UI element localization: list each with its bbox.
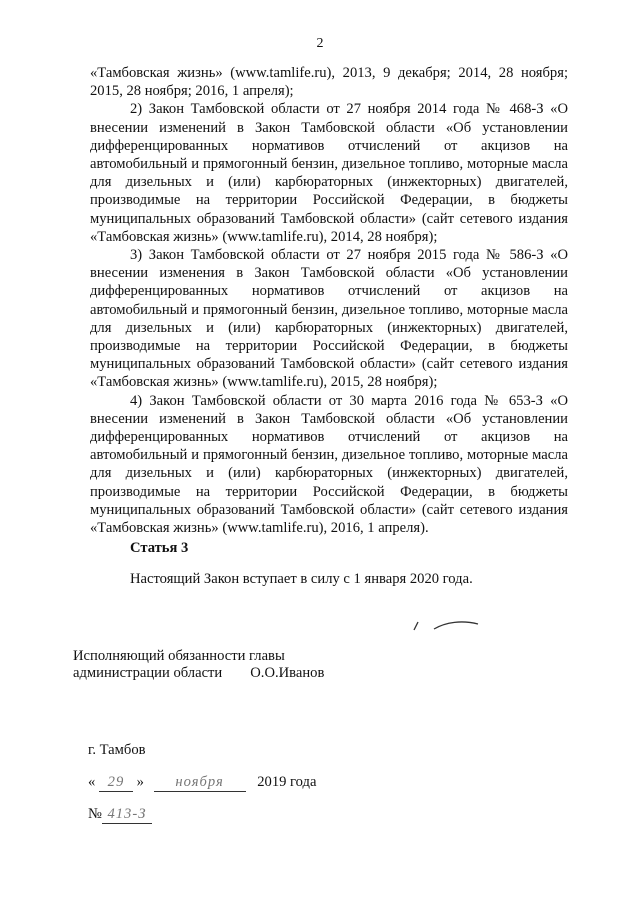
page-number: 2 bbox=[316, 36, 324, 51]
date-line bbox=[88, 774, 316, 792]
signer-name: О.О.Иванов bbox=[250, 665, 325, 681]
date-month: ноября bbox=[154, 774, 246, 792]
signature-mark-icon bbox=[412, 618, 482, 634]
signature-block bbox=[73, 648, 324, 682]
quote-close: » bbox=[136, 774, 144, 790]
paragraph-item-2: 2) Закон Тамбовской области от 27 ноября 2014 года № 468-З «О внесении изменений в Закон Тамбовской области «Об установлении дифференцированных нормативов отчислений от акцизов на автомобильный и прямогонный бензин, дизельное топливо, моторные масла для дизельных и (или) карбюраторных (инжекторных) двигателей, производимые на территории Российской Федерации, в бюджеты муниципальных образований Тамбовской области» (сайт сетевого издания «Тамбовская жизнь» (www.tamlife.ru), 2014, 28 ноября); bbox=[90, 101, 568, 245]
quote-open: « bbox=[88, 774, 96, 790]
article-heading: Статья 3 bbox=[130, 540, 189, 556]
number-prefix: № bbox=[88, 806, 102, 822]
paragraph-item-4: 4) Закон Тамбовской области от 30 марта 2016 года № 653-З «О внесении изменений в Закон Тамбовской области «Об установлении дифференцированных нормативов отчислений от акцизов на автомобильный и прямогонный бензин, дизельное топливо, моторные масла для дизельных и (или) карбюраторных (инжекторных) двигателей, производимые на территории Российской Федерации, в бюджеты муниципальных образований Тамбовской области» (сайт сетевого издания «Тамбовская жизнь» (www.tamlife.ru), 2016, 1 апреля). bbox=[90, 392, 568, 537]
date-year: 2019 года bbox=[257, 774, 317, 790]
paragraph-continuation: «Тамбовская жизнь» (www.tamlife.ru), 2013, 9 декабря; 2014, 28 ноября; 2015, 28 ноября; 2016, 1 апреля); bbox=[90, 65, 568, 100]
date-day: 29 bbox=[99, 774, 133, 792]
law-number-line bbox=[88, 806, 152, 824]
signer-position-line1: Исполняющий обязанности главы bbox=[73, 648, 285, 664]
law-list bbox=[90, 64, 568, 537]
article-text: Настоящий Закон вступает в силу с 1 января 2020 года. bbox=[130, 571, 473, 587]
signer-position-line2: администрации области bbox=[73, 665, 223, 681]
paragraph-item-3: 3) Закон Тамбовской области от 27 ноября 2015 года № 586-З «О внесении изменения в Закон Тамбовской области «Об установлении дифференцированных нормативов отчислений от акцизов на автомобильный и прямогонный бензин, дизельное топливо, моторные масла для дизельных и (или) карбюраторных (инжекторных) двигателей, производимые на территории Российской Федерации, в бюджеты муниципальных образований Тамбовской области» (сайт сетевого издания «Тамбовская жизнь» (www.tamlife.ru), 2015, 28 ноября); bbox=[90, 247, 568, 391]
signer-position-line2-row bbox=[73, 665, 324, 682]
city: г. Тамбов bbox=[88, 742, 146, 758]
law-number: 413-З bbox=[102, 806, 152, 824]
